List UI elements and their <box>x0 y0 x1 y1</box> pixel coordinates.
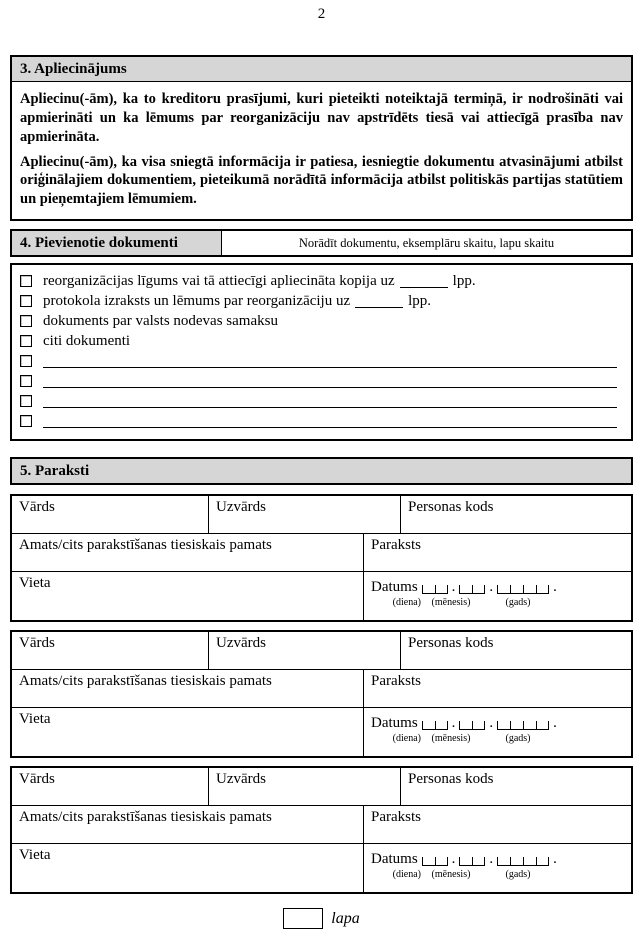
personas-kods-label: Personas kods <box>408 635 494 652</box>
amats-field[interactable] <box>12 670 364 707</box>
section3-paragraph-2: Apliecinu(-ām), ka visa sniegtā informācija ir patiesa, iesniegtie dokumentu atvasinājumi atbilst oriģinālajiem dokumentiem, pieteikumā norādītā informācija atbilst politiskās partijas statūtiem un pieņemtajiem lēmumiem. <box>20 153 623 208</box>
blank-write-in-line[interactable] <box>43 354 617 368</box>
date-year-cells[interactable] <box>497 585 549 594</box>
diena-label: (diena) <box>392 597 421 609</box>
checklist-item <box>20 271 621 291</box>
uzvards-field[interactable] <box>209 496 401 533</box>
checkbox[interactable] <box>20 315 32 327</box>
gads-label: (gads) <box>505 869 531 881</box>
checklist-empty-row <box>20 371 621 391</box>
checklist-item-label: protokola izraksts un lēmums par reorganizāciju uz <box>43 292 351 309</box>
gads-label: (gads) <box>505 733 531 745</box>
date-separator: . <box>489 715 494 732</box>
checkbox[interactable] <box>20 375 32 387</box>
date-separator: . <box>489 851 494 868</box>
menesis-label: (mēnesis) <box>431 869 471 881</box>
date-year-cells[interactable] <box>497 857 549 866</box>
datums-label: Datums <box>371 715 418 732</box>
amats-field[interactable] <box>12 534 364 571</box>
date-day-cells[interactable] <box>422 857 448 866</box>
checklist-item-label: dokuments par valsts nodevas samaksu <box>43 312 278 329</box>
documents-checklist <box>10 263 633 441</box>
blank-write-in-line[interactable] <box>43 394 617 408</box>
section3-paragraph-1: Apliecinu(-ām), ka to kreditoru prasījumi, kuri pieteikti noteiktajā termiņā, ir nodrošināti vai apmierināti un ka lēmums par reorganizāciju nav apstrīdēts tiesā vai attiecīgā prasība nav apmierināta. <box>20 91 623 145</box>
checkbox[interactable] <box>20 275 32 287</box>
personas-kods-field[interactable] <box>401 496 631 533</box>
paraksts-field[interactable] <box>364 670 631 707</box>
section5-title: 5. Paraksti <box>12 459 631 483</box>
vieta-field[interactable] <box>12 572 364 620</box>
vieta-field[interactable] <box>12 844 364 892</box>
checklist-empty-row <box>20 411 621 431</box>
personas-kods-field[interactable] <box>401 632 631 669</box>
paraksts-field[interactable] <box>364 806 631 843</box>
date-separator: . <box>553 579 557 596</box>
checklist-item <box>20 331 621 351</box>
paraksts-label: Paraksts <box>371 673 421 690</box>
personas-kods-label: Personas kods <box>408 499 494 516</box>
vieta-label: Vieta <box>19 847 51 864</box>
date-separator: . <box>451 715 456 732</box>
pages-blank-field[interactable] <box>355 295 403 308</box>
section3-title: 3. Apliecinājums <box>12 57 631 82</box>
checklist-empty-row <box>20 351 621 371</box>
personas-kods-field[interactable] <box>401 768 631 805</box>
date-month-cells[interactable] <box>459 857 485 866</box>
signature-block <box>10 630 633 758</box>
date-separator: . <box>553 851 557 868</box>
paraksts-field[interactable] <box>364 534 631 571</box>
paraksts-label: Paraksts <box>371 809 421 826</box>
amats-label: Amats/cits parakstīšanas tiesiskais pamats <box>19 537 272 554</box>
date-separator: . <box>553 715 557 732</box>
checkbox[interactable] <box>20 415 32 427</box>
menesis-label: (mēnesis) <box>431 733 471 745</box>
amats-label: Amats/cits parakstīšanas tiesiskais pamats <box>19 673 272 690</box>
checklist-item <box>20 311 621 331</box>
section4-note: Norādīt dokumentu, eksemplāru skaitu, lapu skaitu <box>298 235 555 250</box>
section-paraksti-header <box>10 457 633 485</box>
diena-label: (diena) <box>392 869 421 881</box>
datums-field[interactable] <box>364 844 631 892</box>
page-count-footer <box>10 908 633 929</box>
checklist-item-suffix: lpp. <box>408 292 432 309</box>
paraksts-label: Paraksts <box>371 537 421 554</box>
checklist-item-label: reorganizācijas līgums vai tā attiecīgi apliecināta kopija uz <box>43 272 395 289</box>
checklist-empty-row <box>20 391 621 411</box>
vards-label: Vārds <box>19 499 55 516</box>
checklist-item <box>20 291 621 311</box>
uzvards-field[interactable] <box>209 632 401 669</box>
vieta-label: Vieta <box>19 575 51 592</box>
date-separator: . <box>451 579 456 596</box>
section-pievienotie-dokumenti-header <box>10 229 633 257</box>
signature-block <box>10 494 633 622</box>
checkbox[interactable] <box>20 335 32 347</box>
date-day-cells[interactable] <box>422 585 448 594</box>
blank-write-in-line[interactable] <box>43 374 617 388</box>
diena-label: (diena) <box>392 733 421 745</box>
blank-write-in-line[interactable] <box>43 414 617 428</box>
date-month-cells[interactable] <box>459 585 485 594</box>
checklist-item-label: citi dokumenti <box>43 332 131 349</box>
checkbox[interactable] <box>20 295 32 307</box>
vards-field[interactable] <box>12 768 209 805</box>
uzvards-label: Uzvārds <box>216 771 266 788</box>
date-separator: . <box>489 579 494 596</box>
gads-label: (gads) <box>505 597 531 609</box>
vards-field[interactable] <box>12 632 209 669</box>
amats-field[interactable] <box>12 806 364 843</box>
lapa-label: lapa <box>331 909 360 927</box>
section4-title: 4. Pievienotie dokumenti <box>12 231 222 255</box>
date-month-cells[interactable] <box>459 721 485 730</box>
vieta-label: Vieta <box>19 711 51 728</box>
datums-field[interactable] <box>364 708 631 756</box>
datums-label: Datums <box>371 851 418 868</box>
checklist-item-suffix: lpp. <box>452 272 476 289</box>
checkbox[interactable] <box>20 355 32 367</box>
date-day-cells[interactable] <box>422 721 448 730</box>
signature-block <box>10 766 633 894</box>
date-separator: . <box>451 851 456 868</box>
datums-label: Datums <box>371 579 418 596</box>
vieta-field[interactable] <box>12 708 364 756</box>
personas-kods-label: Personas kods <box>408 771 494 788</box>
menesis-label: (mēnesis) <box>431 597 471 609</box>
vards-label: Vārds <box>19 635 55 652</box>
page-count-box[interactable] <box>283 908 323 929</box>
uzvards-field[interactable] <box>209 768 401 805</box>
date-year-cells[interactable] <box>497 721 549 730</box>
page-number: 2 <box>317 6 326 22</box>
uzvards-label: Uzvārds <box>216 635 266 652</box>
amats-label: Amats/cits parakstīšanas tiesiskais pamats <box>19 809 272 826</box>
vards-label: Vārds <box>19 771 55 788</box>
datums-field[interactable] <box>364 572 631 620</box>
uzvards-label: Uzvārds <box>216 499 266 516</box>
vards-field[interactable] <box>12 496 209 533</box>
checkbox[interactable] <box>20 395 32 407</box>
section-apliecinajums <box>10 55 633 221</box>
pages-blank-field[interactable] <box>400 275 448 288</box>
